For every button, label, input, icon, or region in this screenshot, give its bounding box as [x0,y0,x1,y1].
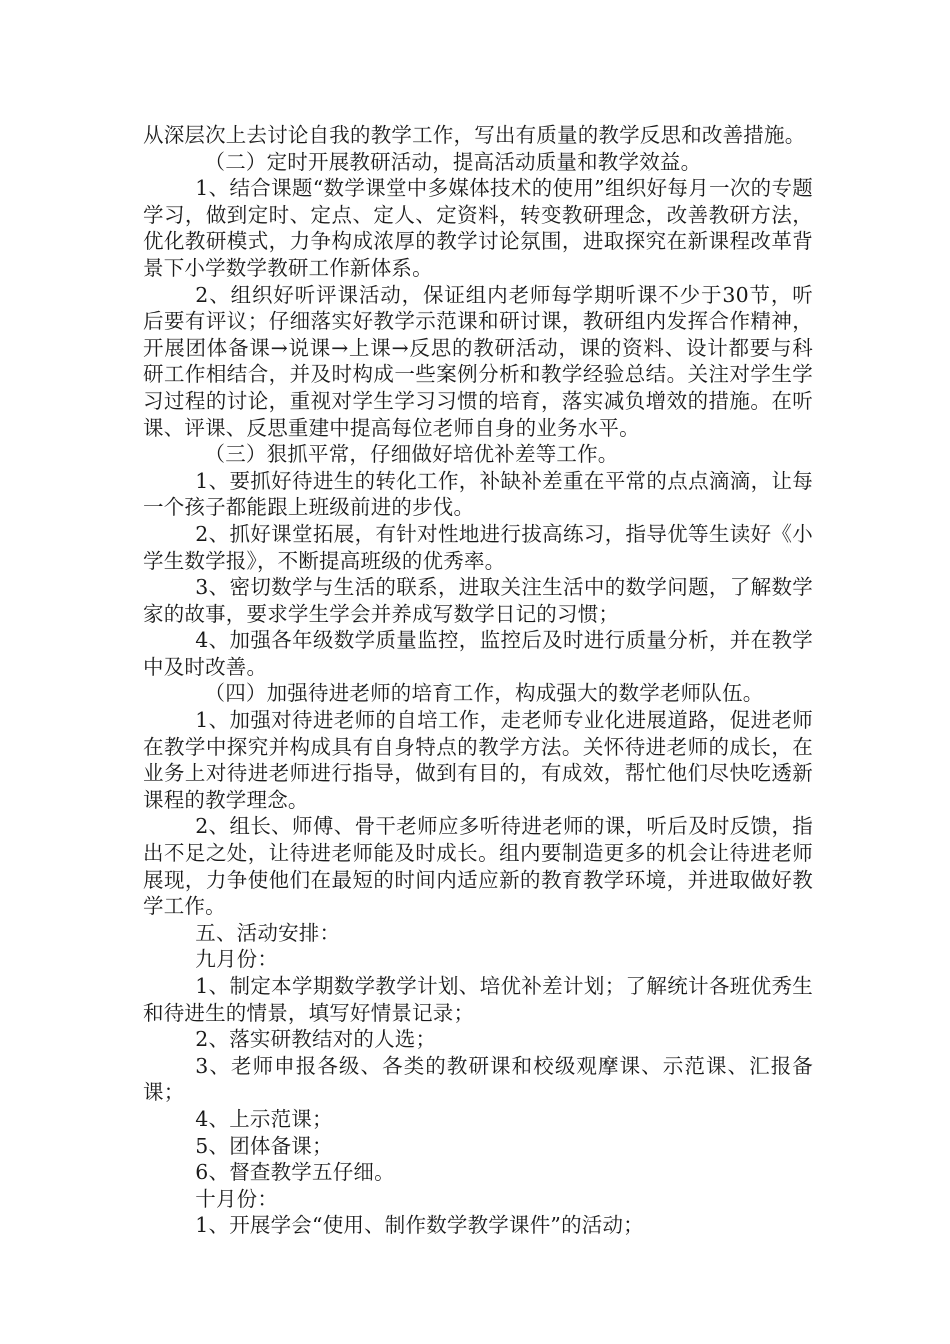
list-item: 1、开展学会“使用、制作数学教学课件”的活动； [195,1213,644,1238]
section-heading: （四）加强待进老师的培育工作，构成强大的数学老师队伍。 [204,681,764,706]
month-label: 九月份： [195,947,279,972]
list-item: 1、制定本学期数学教学计划、培优补差计划；了解统计各班优秀生和待进生的情景，填写好情景记录； [143,974,813,1025]
month-label: 十月份： [195,1186,279,1211]
section-heading: 五、活动安排： [195,920,341,945]
list-item: 4、上示范课； [195,1106,333,1131]
paragraph: 1、加强对待进老师的自培工作，走老师专业化进展道路，促进老师在教学中探究并构成具有自身特点的教学方法。关怀待进老师的成长，在业务上对待进老师进行指导，做到有目的，有成效，帮忙他们尽快吃透新课程的教学理念。 [143,708,813,812]
section-heading: （二）定时开展教研活动，提高活动质量和教学效益。 [204,149,702,174]
paragraph: 3、密切数学与生活的联系，进取关注生活中的数学问题，了解数学家的故事，要求学生学会并养成写数学日记的习惯； [143,575,813,626]
section-heading: （三）狠抓平常，仔细做好培优补差等工作。 [204,442,619,467]
list-item: 6、督查教学五仔细。 [195,1160,395,1185]
list-item: 2、落实研教结对的人选； [195,1027,437,1052]
paragraph: 2、组织好听评课活动，保证组内老师每学期听课不少于30节，听后要有评议；仔细落实好教学示范课和研讨课，教研组内发挥合作精神，开展团体备课→说课→上课→反思的教研活动，课的资料、设计都要与科研工作相结合，并及时构成一些案例分析和教学经验总结。关注对学生学习过程的讨论，重视对学生学习习惯的培育，落实减负增效的措施。在听课、评课、反思重建中提高每位老师自身的业务水平。 [143,282,813,440]
list-item: 5、团体备课； [195,1133,333,1158]
paragraph: 4、加强各年级数学质量监控，监控后及时进行质量分析，并在教学中及时改善。 [143,628,813,679]
list-item: 3、老师申报各级、各类的教研课和校级观摩课、示范课、汇报备课； [143,1053,813,1105]
paragraph: 1、要抓好待进生的转化工作，补缺补差重在平常的点点滴滴，让每一个孩子都能跟上班级前进的步伐。 [143,468,813,520]
paragraph: 从深层次上去讨论自我的教学工作，写出有质量的教学反思和改善措施。 [143,123,806,147]
document-body [143,122,813,1239]
paragraph: 2、抓好课堂拓展，有针对性地进行拔高练习，指导优等生读好《小学生数学报》，不断提高班级的优秀率。 [143,521,813,573]
paragraph: 1、结合课题“数学课堂中多媒体技术的使用”组织好每月一次的专题学习，做到定时、定点、定人、定资料，转变教研理念，改善教研方法，优化教研模式，力争构成浓厚的教学讨论氛围，进取探究在新课程改革背景下小学数学教研工作新体系。 [143,176,813,280]
paragraph: 2、组长、师傅、骨干老师应多听待进老师的课，听后及时反馈，指出不足之处，让待进老师能及时成长。组内要制造更多的机会让待进老师展现，力争使他们在最短的时间内适应新的教育教学环境，并进取做好教学工作。 [143,814,813,919]
